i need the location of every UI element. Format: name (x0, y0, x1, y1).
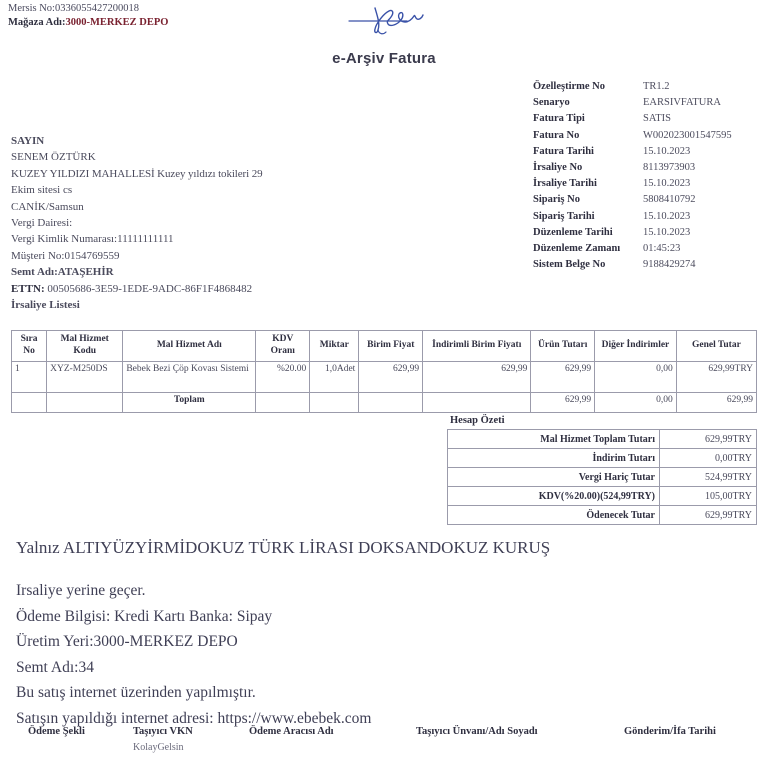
customer-name: SENEM ÖZTÜRK (11, 151, 96, 164)
meta-label: Senaryo (533, 97, 570, 109)
customer-ettn (11, 281, 491, 297)
meta-row (533, 179, 765, 195)
meta-row (533, 195, 765, 211)
meta-label: Fatura Tarihi (533, 145, 594, 157)
cell-miktar: 1,0Adet (310, 362, 359, 393)
summary-value: 629,99TRY (660, 506, 757, 525)
summary-table (447, 429, 757, 525)
total-empty-bf (359, 393, 423, 413)
total-empty-ibf (423, 393, 531, 413)
col-header-miktar: Miktar (310, 331, 359, 362)
meta-label: Sistem Belge No (533, 259, 606, 271)
meta-row (533, 163, 765, 179)
meta-value: 15.10.2023 (643, 178, 691, 190)
meta-label: İrsaliye No (533, 161, 583, 173)
shipping-footer (0, 726, 768, 768)
cell-birim-fiyat: 629,99 (359, 362, 423, 393)
col-header-birim-fiyat: Birim Fiyat (359, 331, 423, 362)
meta-row (533, 260, 765, 276)
meta-value: 8113973903 (643, 161, 696, 173)
line-items-table (11, 330, 757, 413)
footer-value-tasiyici-vkn: KolayGelsin (133, 742, 184, 753)
meta-row (533, 114, 765, 130)
note-line: Satışın yapıldığı internet adresi: https://www.ebebek.com (16, 709, 372, 727)
col-header-genel-tutar: Genel Tutar (676, 331, 756, 362)
customer-address-line-2: Ekim sitesi cs (11, 184, 73, 197)
meta-row (533, 131, 765, 147)
summary-value: 105,00TRY (660, 487, 757, 506)
note-line: Ödeme Bilgisi: Kredi Kartı Banka: Sipay (16, 607, 273, 625)
col-header-urun-tutari: Ürün Tutarı (531, 331, 595, 362)
meta-label: Sipariş No (533, 194, 580, 206)
summary-label: Vergi Hariç Tutar (448, 468, 660, 487)
customer-sayin: SAYIN (11, 135, 45, 147)
summary-row (448, 468, 757, 487)
meta-value: 15.10.2023 (643, 226, 691, 238)
summary-label: Ödenecek Tutar (448, 506, 660, 525)
table-row (12, 362, 757, 393)
store-name-label: Mağaza Adı: (8, 17, 66, 29)
summary-value: 524,99TRY (660, 468, 757, 487)
meta-value: 15.10.2023 (643, 210, 691, 222)
cell-mal-hizmet-kodu: XYZ-M250DS (47, 362, 123, 393)
total-diger-indirimler: 0,00 (595, 393, 677, 413)
meta-label: Düzenleme Zamanı (533, 242, 621, 254)
table-header-row (12, 331, 757, 362)
meta-row (533, 212, 765, 228)
meta-label: Fatura No (533, 129, 580, 141)
meta-label: Sipariş Tarihi (533, 210, 595, 222)
mersis-value: 0336055427200018 (54, 3, 139, 14)
note-line: Bu satış internet üzerinden yapılmıştır. (16, 684, 256, 701)
amount-in-words: Yalnız ALTIYÜZYİRMİDOKUZ TÜRK LİRASI DOKSANDOKUZ KURUŞ (16, 538, 551, 557)
meta-value: 01:45:23 (643, 242, 681, 254)
summary-label: Mal Hizmet Toplam Tutarı (448, 430, 660, 449)
meta-value: 9188429274 (643, 259, 696, 271)
total-label: Toplam (123, 393, 256, 413)
footer-col-odeme-sekli: Ödeme Şekli (28, 726, 85, 737)
customer-district: CANİK/Samsun (11, 200, 84, 213)
note-line: Semt Adı:34 (16, 658, 94, 676)
col-header-mal-hizmet-adi: Mal Hizmet Adı (123, 331, 256, 362)
customer-address-line-1: KUZEY YILDIZI MAHALLESİ Kuzey yıldızı tokileri 29 (11, 167, 263, 180)
summary-row (448, 430, 757, 449)
meta-row (533, 98, 765, 114)
footer-col-tasiyici-unvani: Taşıyıcı Ünvanı/Adı Soyadı (416, 726, 538, 737)
customer-number: Müşteri No:0154769559 (11, 249, 120, 262)
cell-diger-indirimler: 0,00 (595, 362, 677, 393)
note-line: Irsaliye yerine geçer. (16, 582, 146, 599)
meta-label: Fatura Tipi (533, 113, 585, 125)
summary-label: İndirim Tutarı (448, 449, 660, 468)
total-empty-sira (12, 393, 47, 413)
customer-block (11, 133, 491, 313)
meta-value: 15.10.2023 (643, 145, 691, 157)
ettn-value: 00505686-3E59-1EDE-9ADC-86F1F4868482 (47, 282, 253, 295)
footer-col-odeme-aracisi-adi: Ödeme Aracısı Adı (249, 726, 334, 737)
note-line: Üretim Yeri:3000-MERKEZ DEPO (16, 633, 238, 650)
col-header-diger-indirimler: Diğer İndirimler (595, 331, 677, 362)
col-header-kdv-orani: KDV Oranı (256, 331, 310, 362)
footer-value-row (0, 742, 768, 758)
footer-col-gonderim-ifa-tarihi: Gönderim/İfa Tarihi (624, 726, 716, 737)
meta-value: W002023001547595 (643, 129, 732, 141)
signature-image (345, 0, 465, 36)
col-header-indirimli-birim-fiyati: İndirimli Birim Fiyatı (423, 331, 531, 362)
total-genel-tutar: 629,99 (676, 393, 756, 413)
meta-label: İrsaliye Tarihi (533, 178, 597, 190)
invoice-notes (16, 578, 371, 731)
table-total-row (12, 393, 757, 413)
meta-row (533, 82, 765, 98)
summary-value: 0,00TRY (660, 449, 757, 468)
cell-indirimli-birim-fiyati: 629,99 (423, 362, 531, 393)
summary-row (448, 506, 757, 525)
irsaliye-listesi-label: İrsaliye Listesi (11, 299, 80, 312)
customer-tax-id: Vergi Kimlik Numarası:11111111111 (11, 233, 174, 246)
footer-header-row (0, 726, 768, 742)
col-header-sira-no: Sıra No (12, 331, 47, 362)
invoice-meta (533, 82, 765, 276)
meta-value: EARSIVFATURA (643, 97, 721, 109)
cell-kdv-orani: %20.00 (256, 362, 310, 393)
meta-row (533, 147, 765, 163)
meta-value: SATIS (643, 113, 672, 125)
total-empty-kod (47, 393, 123, 413)
customer-tax-office: Vergi Dairesi: (11, 217, 73, 230)
customer-semt: Semt Adı:ATAŞEHİR (11, 266, 114, 279)
mersis-label: Mersis No: (8, 3, 55, 14)
store-name-value: 3000-MERKEZ DEPO (65, 17, 169, 29)
cell-sira-no: 1 (12, 362, 47, 393)
meta-row (533, 228, 765, 244)
meta-row (533, 244, 765, 260)
summary-title: Hesap Özeti (450, 415, 505, 426)
total-urun-tutari: 629,99 (531, 393, 595, 413)
cell-mal-hizmet-adi: Bebek Bezi Çöp Kovası Sistemi (123, 362, 256, 393)
meta-label: Düzenleme Tarihi (533, 226, 613, 238)
cell-genel-tutar: 629,99TRY (676, 362, 756, 393)
summary-row (448, 487, 757, 506)
meta-label: Özelleştirme No (533, 81, 606, 92)
document-title: e-Arşiv Fatura (332, 50, 436, 67)
summary-row (448, 449, 757, 468)
meta-value: 5808410792 (643, 194, 696, 206)
meta-value: TR1.2 (643, 81, 670, 92)
total-empty-kdv (256, 393, 310, 413)
summary-label: KDV(%20.00)(524,99TRY) (448, 487, 660, 506)
summary-value: 629,99TRY (660, 430, 757, 449)
ettn-label: ETTN: (11, 282, 45, 295)
col-header-mal-hizmet-kodu: Mal Hizmet Kodu (47, 331, 123, 362)
total-empty-miktar (310, 393, 359, 413)
footer-col-tasiyici-vkn: Taşıyıcı VKN (133, 726, 193, 737)
cell-urun-tutari: 629,99 (531, 362, 595, 393)
